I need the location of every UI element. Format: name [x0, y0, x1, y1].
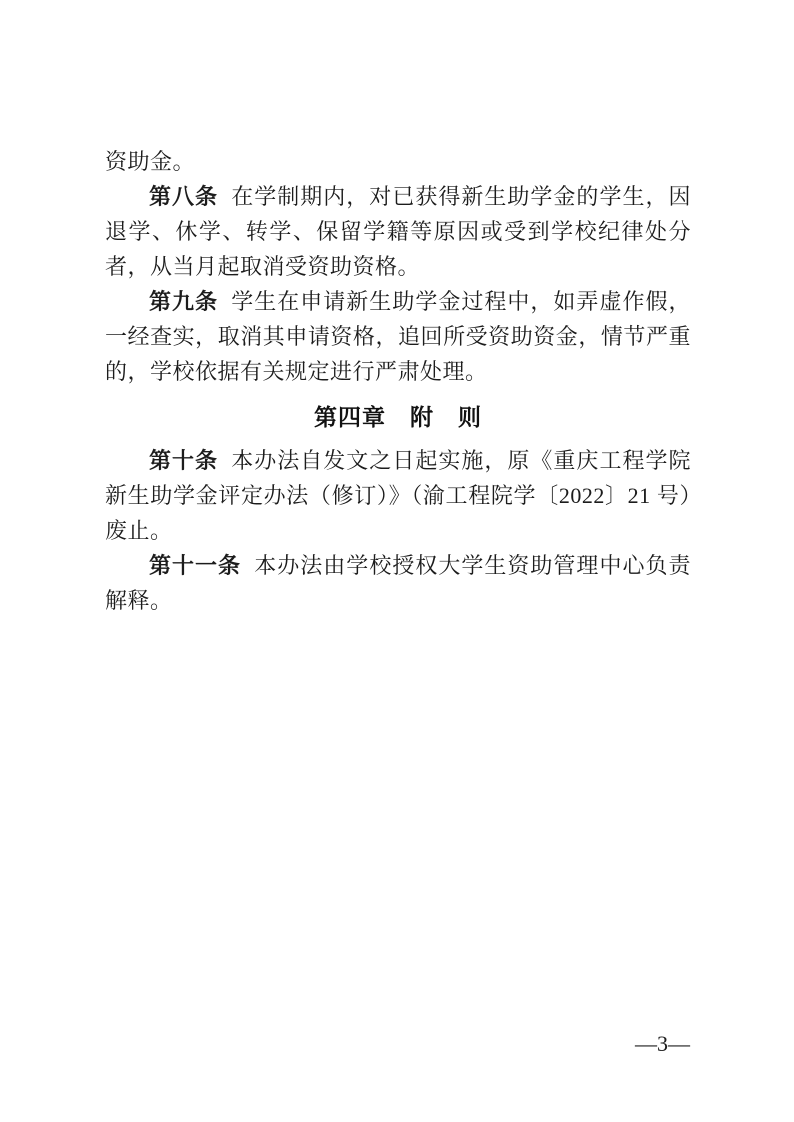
chapter-4-heading: 第四章 附 则 — [314, 404, 482, 430]
article-10-text: 本办法自发文之日起实施，原《重庆工程学院新生助学金评定办法（修订）》（渝工程院学〔2022〕21 号）废止。 — [105, 448, 691, 543]
article-9-label: 第九条 — [149, 289, 219, 314]
paragraph-article-8 — [105, 179, 691, 284]
paragraph-article-9 — [105, 284, 691, 389]
document-body — [105, 144, 691, 618]
article-8-label: 第八条 — [149, 184, 219, 209]
article-10-label: 第十条 — [149, 448, 219, 473]
article-11-text: 本办法由学校授权大学生资助管理中心负责解释。 — [105, 553, 691, 613]
article-11-label: 第十一条 — [149, 553, 242, 578]
paragraph-continuation: 资助金。 — [105, 149, 196, 174]
article-9-text: 学生在申请新生助学金过程中，如弄虚作假，一经查实，取消其申请资格，追回所受资助资金，情节严重的，学校依据有关规定进行严肃处理。 — [105, 289, 691, 384]
article-8-text: 在学制期内，对已获得新生助学金的学生，因退学、休学、转学、保留学籍等原因或受到学校纪律处分者，从当月起取消受资助资格。 — [105, 184, 691, 279]
page-footer — [635, 1031, 690, 1057]
page-number: —3— — [635, 1031, 690, 1056]
paragraph-article-11 — [105, 548, 691, 618]
paragraph-article-10 — [105, 443, 691, 548]
